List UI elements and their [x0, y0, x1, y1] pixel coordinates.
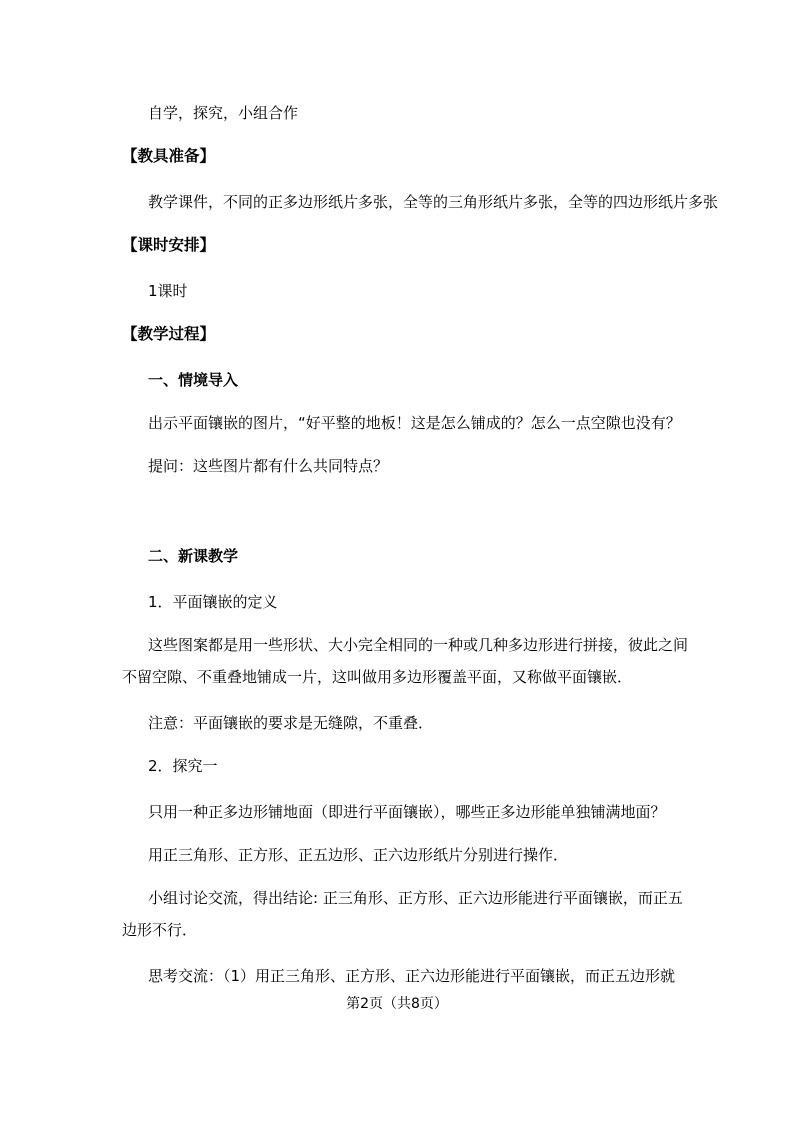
process-heading: 【教学过程】	[122, 325, 216, 343]
method-line: 自学，探究，小组合作	[148, 104, 299, 122]
item2-paragraph-1: 只用一种正多边形铺地面（即进行平面镶嵌），哪些正多边形能单独铺满地面？	[148, 803, 666, 821]
item2-title: 2．探究一	[148, 757, 218, 775]
section1-paragraph-2: 提问：这些图片都有什么共同特点？	[148, 457, 389, 475]
item1-title: 1．平面镶嵌的定义	[148, 593, 278, 611]
item2-paragraph-3-line-2: 边形不行．	[122, 921, 198, 939]
schedule-heading: 【课时安排】	[122, 236, 216, 254]
page-footer: 第2页（共8页）	[346, 996, 448, 1012]
item2-paragraph-3-line-1: 小组讨论交流，得出结论: 正三角形、正方形、正六边形能进行平面镶嵌，而正五	[148, 889, 683, 907]
prep-heading: 【教具准备】	[122, 147, 216, 165]
item2-paragraph-2: 用正三角形、正方形、正五边形、正六边形纸片分别进行操作．	[148, 846, 569, 864]
item1-paragraph-line-2: 不留空隙、不重叠地铺成一片，这叫做用多边形覆盖平面，又称做平面镶嵌．	[122, 668, 633, 686]
item1-paragraph-line-1: 这些图案都是用一些形状、大小完全相同的一种或几种多边形进行拼接，彼此之间	[148, 636, 689, 654]
section2-title: 二、新课教学	[148, 547, 239, 565]
schedule-text: 1课时	[148, 282, 188, 300]
prep-text: 教学课件，不同的正多边形纸片多张，全等的三角形纸片多张，全等的四边形纸片多张	[148, 193, 719, 211]
item2-paragraph-4: 思考交流：（1）用正三角形、正方形、正六边形能进行平面镶嵌，而正五边形就	[148, 967, 676, 985]
item1-note: 注意：平面镶嵌的要求是无缝隙，不重叠．	[148, 714, 434, 732]
section1-title: 一、情境导入	[148, 371, 239, 389]
section1-paragraph-1: 出示平面镶嵌的图片，“好平整的地板！这是怎么铺成的？怎么一点空隙也没有？	[148, 414, 681, 432]
